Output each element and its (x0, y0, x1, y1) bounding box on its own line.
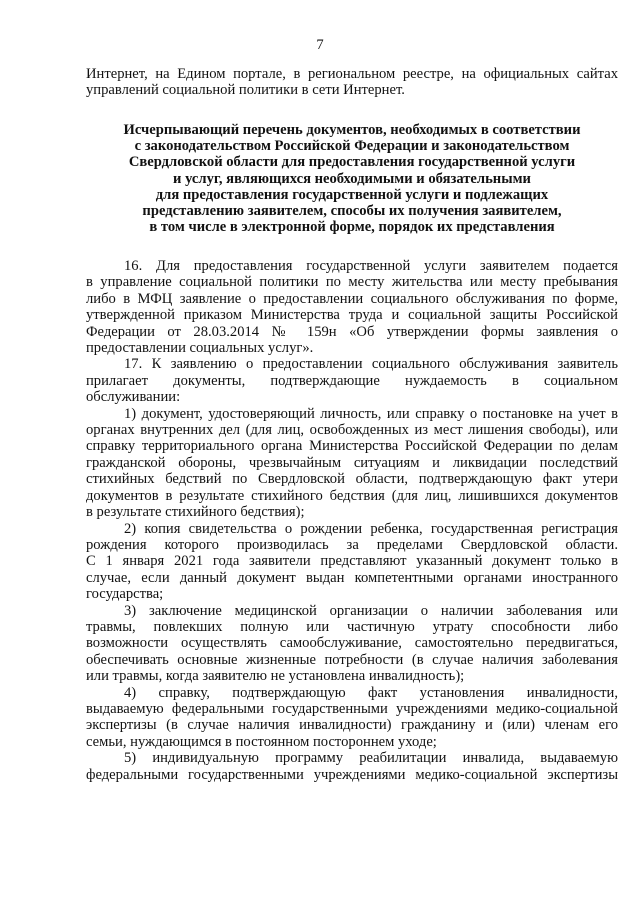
page-number: 7 (316, 37, 324, 53)
paragraph-line: обеспечивать основные жизненные потребности (в случае наличия заболевания (86, 651, 618, 668)
title-line: Исчерпывающий перечень документов, необходимых в соответствии (123, 122, 581, 138)
paragraph-line: либо в МФЦ заявление о предоставлении социального обслуживания по форме, (86, 290, 618, 307)
intro-line: управлений социальной политики в сети Интернет. (86, 82, 405, 99)
paragraph-line: 4) справку, подтверждающую факт установления инвалидности, (124, 684, 618, 701)
paragraph-line: в результате стихийного бедствия); (86, 504, 305, 521)
paragraph-line: случае, если данный документ выдан компетентными органами иностранного (86, 569, 618, 586)
paragraph-line: экспертизы (в случае наличия инвалидности) гражданину и (или) членам его (86, 717, 618, 734)
paragraph-line: государства; (86, 586, 164, 603)
body-paragraph (86, 685, 618, 751)
paragraph-line: в управление социальной политики по месту жительства или месту пребывания (86, 274, 618, 291)
paragraph-line: стихийных бедствий по Свердловской области, подтверждающую факт утери (86, 471, 618, 488)
paragraph-line: Федерации от 28.03.2014 № 159н «Об утверждении формы заявления о (86, 323, 618, 340)
paragraph-line: 16. Для предоставления государственной услуги заявителем подается (124, 258, 618, 274)
title-line: Свердловской области для предоставления государственной услуги (128, 154, 576, 171)
intro-line: Интернет, на Едином портале, в региональном реестре, на официальных сайтах (86, 66, 618, 82)
paragraph-line: возможности осуществлять самообслуживание, самостоятельно передвигаться, (86, 635, 618, 652)
paragraph-line: документов в результате стихийного бедствия (для лиц, лишившихся документов (86, 487, 618, 504)
paragraph-line: рождения которого производилась за пределами Свердловской области. (86, 536, 618, 553)
body-paragraph (86, 356, 618, 405)
paragraph-line: утвержденной приказом Министерства труда и социальной защиты Российской (86, 307, 618, 324)
paragraph-line: или травмы, когда заявителю не установлена инвалидность); (86, 668, 465, 685)
paragraph-line: травмы, повлекших полную или частичную утрату способности либо (86, 618, 618, 635)
title-line: с законодательством Российской Федерации и законодательством (134, 138, 570, 155)
paragraph-line: выдаваемую федеральными государственными учреждениями медико-социальной (86, 700, 618, 717)
body-paragraph (86, 258, 618, 356)
paragraph-line: С 1 января 2021 года заявители представляют указанный документ только в (86, 553, 618, 570)
document-body (86, 258, 618, 783)
body-paragraph (86, 750, 618, 783)
body-paragraph (86, 603, 618, 685)
title-line: для предоставления государственной услуги и подлежащих (155, 186, 549, 203)
paragraph-line: предоставлении социальных услуг». (86, 340, 314, 357)
body-paragraph (86, 406, 618, 521)
section-title (86, 122, 618, 235)
paragraph-line: прилагает документы, подтверждающие нуждаемость в социальном (86, 372, 618, 389)
paragraph-line: 17. К заявлению о предоставлении социального обслуживания заявитель (124, 356, 618, 373)
title-line: и услуг, являющихся необходимыми и обязательными (173, 170, 531, 187)
paragraph-line: 2) копия свидетельства о рождении ребенка, государственная регистрация (124, 520, 618, 537)
paragraph-line: органах внутренних дел (для лиц, освобожденных из мест лишения свободы), или (86, 422, 618, 439)
paragraph-line: семьи, нуждающимся в постоянном постороннем уходе; (86, 733, 437, 750)
intro-paragraph (86, 66, 618, 99)
title-line: представлению заявителем, способы их получения заявителем, (142, 203, 562, 220)
paragraph-line: гражданской обороны, чрезвычайным ситуациям и ликвидации последствий (86, 454, 618, 471)
paragraph-line: обслуживании: (86, 389, 181, 406)
paragraph-line: справку территориального органа Министерства Российской Федерации по делам (86, 438, 618, 455)
paragraph-line: 1) документ, удостоверяющий личность, или справку о постановке на учет в (124, 405, 618, 422)
title-line: в том числе в электронной форме, порядок их представления (149, 219, 555, 236)
paragraph-line: 5) индивидуальную программу реабилитации инвалида, выдаваемую (124, 750, 618, 767)
paragraph-line: 3) заключение медицинской организации о наличии заболевания или (124, 602, 618, 619)
paragraph-line: федеральными государственными учреждениями медико-социальной экспертизы (86, 766, 618, 783)
body-paragraph (86, 521, 618, 603)
